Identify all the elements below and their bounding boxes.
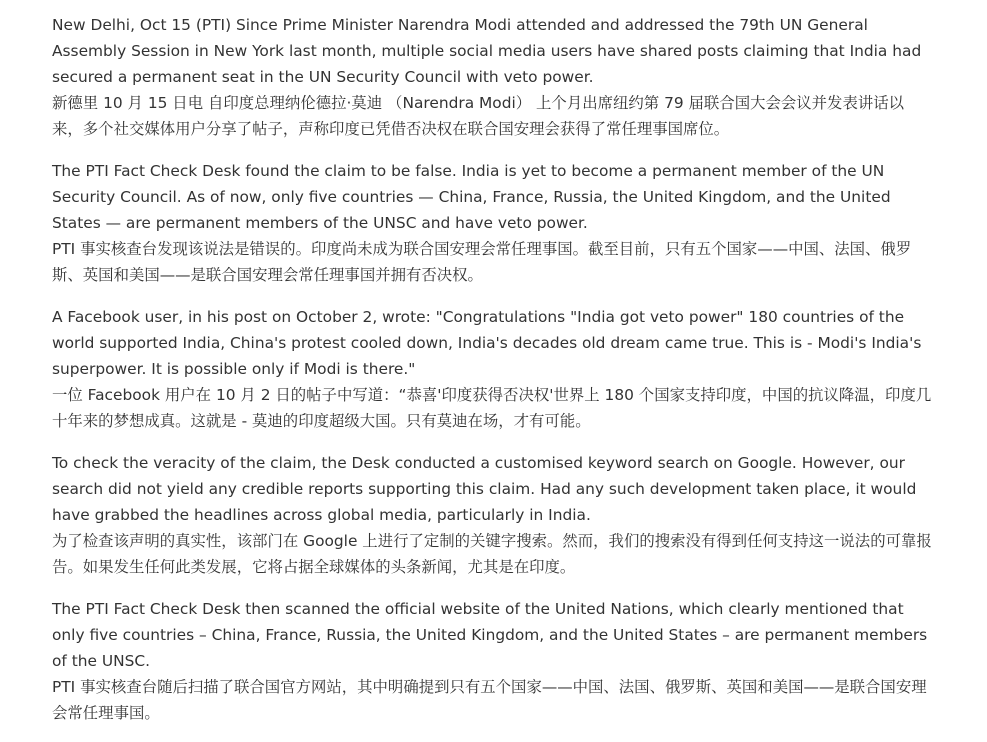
paragraph-1 [52, 12, 932, 142]
paragraph-5 [52, 596, 932, 726]
paragraph-english: A Facebook user, in his post on October 2, wrote: "Congratulations "India got veto power" 180 countries of the world supported India, China's protest cooled down, India's decades old dream came true. This is - Modi's India's superpower. It is possible only if Modi is there." [52, 308, 922, 378]
paragraph-english: To check the veracity of the claim, the Desk conducted a customised keyword search on Google. However, our search did not yield any credible reports supporting this claim. Had any such development taken place, it would have grabbed the headlines across global media, particularly in India. [52, 454, 917, 524]
paragraph-chinese: 新德里 10 月 15 日电 自印度总理纳伦德拉·莫迪 （Narendra Modi） 上个月出席纽约第 79 届联合国大会会议并发表讲话以来，多个社交媒体用户分享了帖子，声称印度已凭借否决权在联合国安理会获得了常任理事国席位。 [52, 94, 905, 138]
paragraph-2 [52, 158, 932, 288]
paragraph-3 [52, 304, 932, 434]
paragraph-english: New Delhi, Oct 15 (PTI) Since Prime Minister Narendra Modi attended and addressed the 79th UN General Assembly Session in New York last month, multiple social media users have shared posts claiming that India had secured a permanent seat in the UN Security Council with veto power. [52, 16, 922, 86]
article-body [52, 12, 932, 742]
paragraph-4 [52, 450, 932, 580]
paragraph-english: The PTI Fact Check Desk then scanned the official website of the United Nations, which clearly mentioned that only five countries – China, France, Russia, the United Kingdom, and the United States – are permanent members of the UNSC. [52, 600, 928, 670]
paragraph-english: The PTI Fact Check Desk found the claim to be false. India is yet to become a permanent member of the UN Security Council. As of now, only five countries — China, France, Russia, the United Kingdom, and the United States — are permanent members of the UNSC and have veto power. [52, 162, 891, 232]
paragraph-chinese: PTI 事实核查台随后扫描了联合国官方网站，其中明确提到只有五个国家——中国、法国、俄罗斯、英国和美国——是联合国安理会常任理事国。 [52, 678, 927, 722]
paragraph-chinese: PTI 事实核查台发现该说法是错误的。印度尚未成为联合国安理会常任理事国。截至目前，只有五个国家——中国、法国、俄罗斯、英国和美国——是联合国安理会常任理事国并拥有否决权。 [52, 240, 912, 284]
paragraph-chinese: 为了检查该声明的真实性，该部门在 Google 上进行了定制的关键字搜索。然而，我们的搜索没有得到任何支持这一说法的可靠报告。如果发生任何此类发展，它将占据全球媒体的头条新闻，尤其是在印度。 [52, 532, 932, 576]
paragraph-chinese: 一位 Facebook 用户在 10 月 2 日的帖子中写道：“恭喜'印度获得否决权'世界上 180 个国家支持印度，中国的抗议降温，印度几十年来的梦想成真。这就是 - 莫迪的印度超级大国。只有莫迪在场，才有可能。 [52, 386, 932, 430]
